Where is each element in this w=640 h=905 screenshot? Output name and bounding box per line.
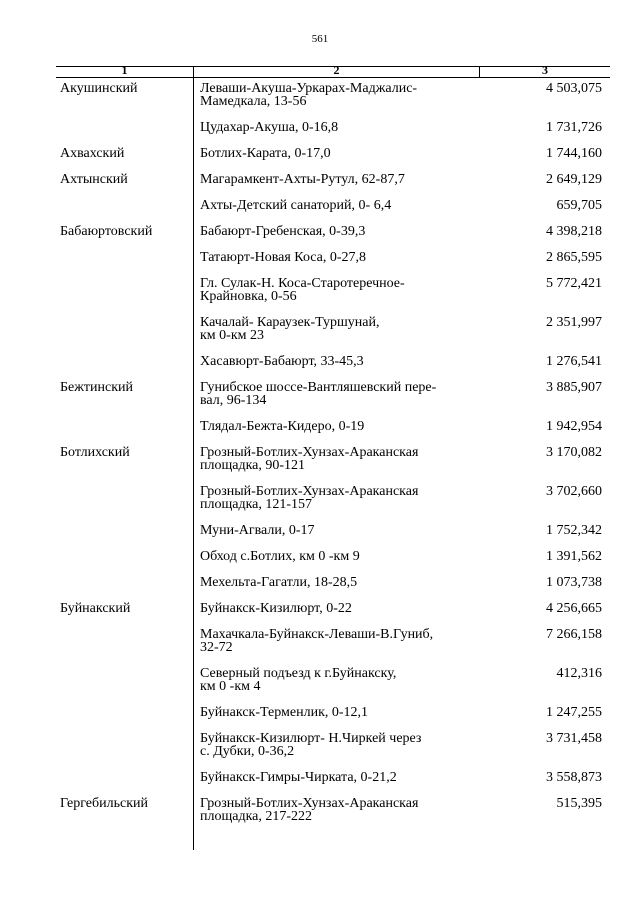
road-cell	[200, 173, 470, 186]
district-cell: Акушинский	[60, 81, 138, 96]
road-line: Ботлих-Карата, 0-17,0	[200, 146, 331, 161]
road-cell	[200, 628, 470, 654]
road-cell	[200, 355, 470, 368]
district-cell: Бабаюртовский	[60, 224, 153, 239]
road-line: Грозный-Ботлих-Хунзах-Араканская	[200, 796, 419, 811]
header-col-2: 2	[333, 63, 340, 77]
value-cell: 1 391,562	[546, 549, 602, 564]
road-line: площадка, 217-222	[200, 809, 313, 824]
value-cell: 3 731,458	[546, 731, 602, 746]
value-cell: 1 276,541	[546, 354, 602, 369]
road-line: Обход с.Ботлих, км 0 -км 9	[200, 549, 360, 564]
value-cell: 1 073,738	[546, 575, 602, 590]
district-cell: Ахвахский	[60, 146, 125, 161]
road-line: вал, 96-134	[200, 393, 267, 408]
value-cell: 1 247,255	[546, 705, 602, 720]
value-cell: 1 942,954	[546, 419, 602, 434]
page-number: 561	[311, 33, 329, 45]
road-line: Мамедкала, 13-56	[200, 94, 307, 109]
value-cell: 515,395	[556, 796, 602, 811]
value-cell: 2 351,997	[546, 315, 602, 330]
road-line: Буйнакск-Гимры-Чирката, 0-21,2	[200, 770, 397, 785]
road-line: Леваши-Акуша-Уркарах-Маджалис-	[200, 81, 418, 96]
road-cell	[200, 82, 470, 108]
road-line: Цудахар-Акуша, 0-16,8	[200, 120, 339, 135]
district-cell: Гергебильский	[60, 796, 148, 811]
district-cell: Ахтынский	[60, 172, 128, 187]
district-cell: Буйнакский	[60, 601, 131, 616]
header-col-1: 1	[121, 63, 128, 77]
value-cell: 659,705	[556, 198, 602, 213]
value-cell: 1 752,342	[546, 523, 602, 538]
header-bottom-rule	[56, 77, 610, 78]
road-line: с. Дубки, 0-36,2	[200, 744, 295, 759]
road-line: Буйнакск-Кизилюрт- Н.Чиркей через	[200, 731, 422, 746]
road-line: км 0-км 23	[200, 328, 264, 343]
road-line: Татаюрт-Новая Коса, 0-27,8	[200, 250, 367, 265]
header-col-3: 3	[542, 63, 548, 77]
value-cell: 4 503,075	[546, 81, 602, 96]
road-cell	[200, 199, 470, 212]
value-cell: 4 256,665	[546, 601, 602, 616]
road-line: Ахты-Детский санаторий, 0- 6,4	[200, 198, 392, 213]
road-line: площадка, 90-121	[200, 458, 306, 473]
road-line: Гл. Сулак-Н. Коса-Старотеречное-	[200, 276, 405, 291]
road-line: площадка, 121-157	[200, 497, 313, 512]
road-line: Буйнакск-Терменлик, 0-12,1	[200, 705, 369, 720]
value-cell: 7 266,158	[546, 627, 602, 642]
road-line: км 0 -км 4	[200, 679, 261, 694]
value-cell: 1 744,160	[546, 146, 602, 161]
road-line: Качалай- Караузек-Туршунай,	[200, 315, 380, 330]
road-line: Гунибское шоссе-Вантляшевский пере-	[200, 380, 437, 395]
road-line: Буйнакск-Кизилюрт, 0-22	[200, 601, 352, 616]
road-cell	[200, 446, 470, 472]
road-line: Хасавюрт-Бабаюрт, 33-45,3	[200, 354, 364, 369]
road-cell	[200, 524, 470, 537]
road-cell	[200, 667, 470, 693]
road-cell	[200, 732, 470, 758]
road-cell	[200, 706, 470, 719]
road-cell	[200, 277, 470, 303]
road-cell	[200, 147, 470, 160]
value-cell: 5 772,421	[546, 276, 602, 291]
road-cell	[200, 771, 470, 784]
road-line: Мехельта-Гагатли, 18-28,5	[200, 575, 358, 590]
value-cell: 412,316	[556, 666, 602, 681]
road-line: Бабаюрт-Гребенская, 0-39,3	[200, 224, 366, 239]
road-cell	[200, 251, 470, 264]
road-line: Северный подъезд к г.Буйнакску,	[200, 666, 397, 681]
road-line: Грозный-Ботлих-Хунзах-Араканская	[200, 445, 419, 460]
value-cell: 1 731,726	[546, 120, 602, 135]
value-cell: 2 649,129	[546, 172, 602, 187]
road-line: Грозный-Ботлих-Хунзах-Араканская	[200, 484, 419, 499]
value-cell: 3 702,660	[546, 484, 602, 499]
column-divider-1	[193, 66, 194, 850]
road-line: Муни-Агвали, 0-17	[200, 523, 315, 538]
road-cell	[200, 797, 470, 823]
road-cell	[200, 316, 470, 342]
value-cell: 4 398,218	[546, 224, 602, 239]
road-cell	[200, 602, 470, 615]
value-cell: 3 558,873	[546, 770, 602, 785]
road-cell	[200, 381, 470, 407]
road-cell	[200, 121, 470, 134]
district-cell: Бежтинский	[60, 380, 134, 395]
road-cell	[200, 576, 470, 589]
value-cell: 3 885,907	[546, 380, 602, 395]
value-cell: 2 865,595	[546, 250, 602, 265]
road-cell	[200, 225, 470, 238]
road-cell	[200, 420, 470, 433]
road-cell	[200, 550, 470, 563]
district-cell: Ботлихский	[60, 445, 130, 460]
road-line: Махачкала-Буйнакск-Леваши-В.Гуниб,	[200, 627, 434, 642]
road-cell	[200, 485, 470, 511]
road-line: Тлядал-Бежта-Кидеро, 0-19	[200, 419, 365, 434]
road-line: Крайновка, 0-56	[200, 289, 297, 304]
value-cell: 3 170,082	[546, 445, 602, 460]
road-line: 32-72	[200, 640, 233, 655]
road-line: Магарамкент-Ахты-Рутул, 62-87,7	[200, 172, 405, 187]
